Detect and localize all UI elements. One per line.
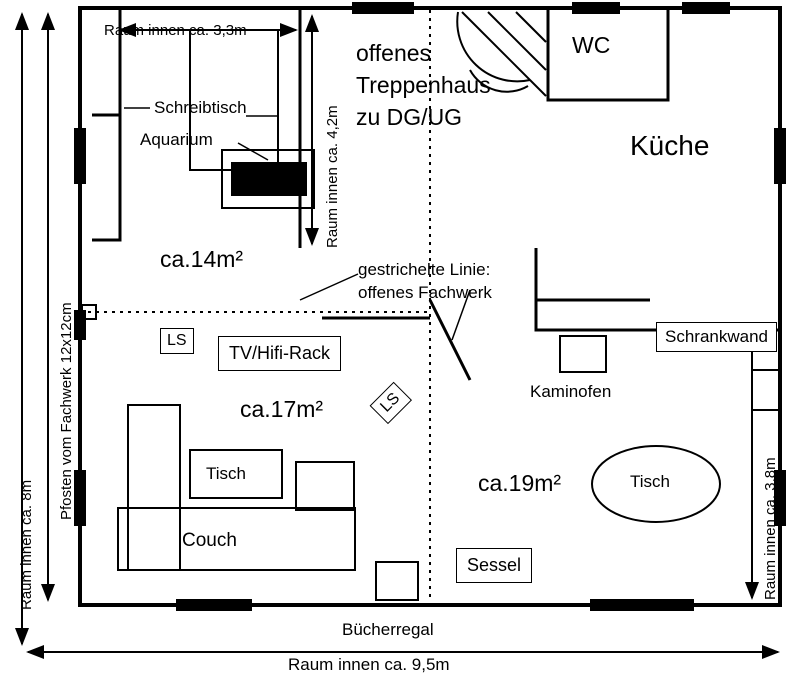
dim-bottom-overall-label: Raum innen ca. 9,5m [288,655,450,673]
furniture-ls-middle: LS [370,382,412,424]
room-stairwell-line1: offenes [356,40,432,66]
furniture-schreibtisch-label: Schreibtisch [154,98,247,117]
dashed-note-line1: gestrichelte Linie: [358,260,491,279]
dim-right-lower-label: Raum innen ca. 3,8m [762,457,779,600]
room-wc-label: WC [572,32,611,58]
furniture-tisch-right-label: Tisch [630,472,670,491]
dashed-note-line2: offenes Fachwerk [358,283,492,302]
area-17-label: ca.17m² [240,396,324,422]
furniture-schrankwand: Schrankwand [656,322,777,352]
furniture-ls-left: LS [160,328,194,354]
area-14-label: ca.14m² [160,246,244,272]
furniture-buecherregal-label: Bücherregal [342,620,434,639]
dim-top-left-room-label: Raum innen ca. 3,3m [104,22,247,39]
room-kueche-label: Küche [630,130,710,161]
furniture-aquarium-label: Aquarium [140,130,213,149]
furniture-kaminofen-label: Kaminofen [530,382,612,401]
dashed-fachwerk-lines [88,10,430,600]
dim-left-post-label: Pfosten vom Fachwerk 12x12cm [58,302,75,520]
furniture-couch-label: Couch [182,530,237,551]
dim-vertical-middle-label: Raum innen ca. 4,2m [324,105,341,248]
furniture-tv-rack: TV/Hifi-Rack [218,336,341,371]
dim-left-overall-label: Raum innen ca. 8m [18,479,35,610]
room-stairwell-line3: zu DG/UG [356,104,463,130]
area-19-label: ca.19m² [478,470,562,496]
furniture-tisch-left-label: Tisch [206,464,246,483]
room-stairwell-line2: Treppenhaus [356,72,491,98]
furniture-sessel: Sessel [456,548,532,583]
